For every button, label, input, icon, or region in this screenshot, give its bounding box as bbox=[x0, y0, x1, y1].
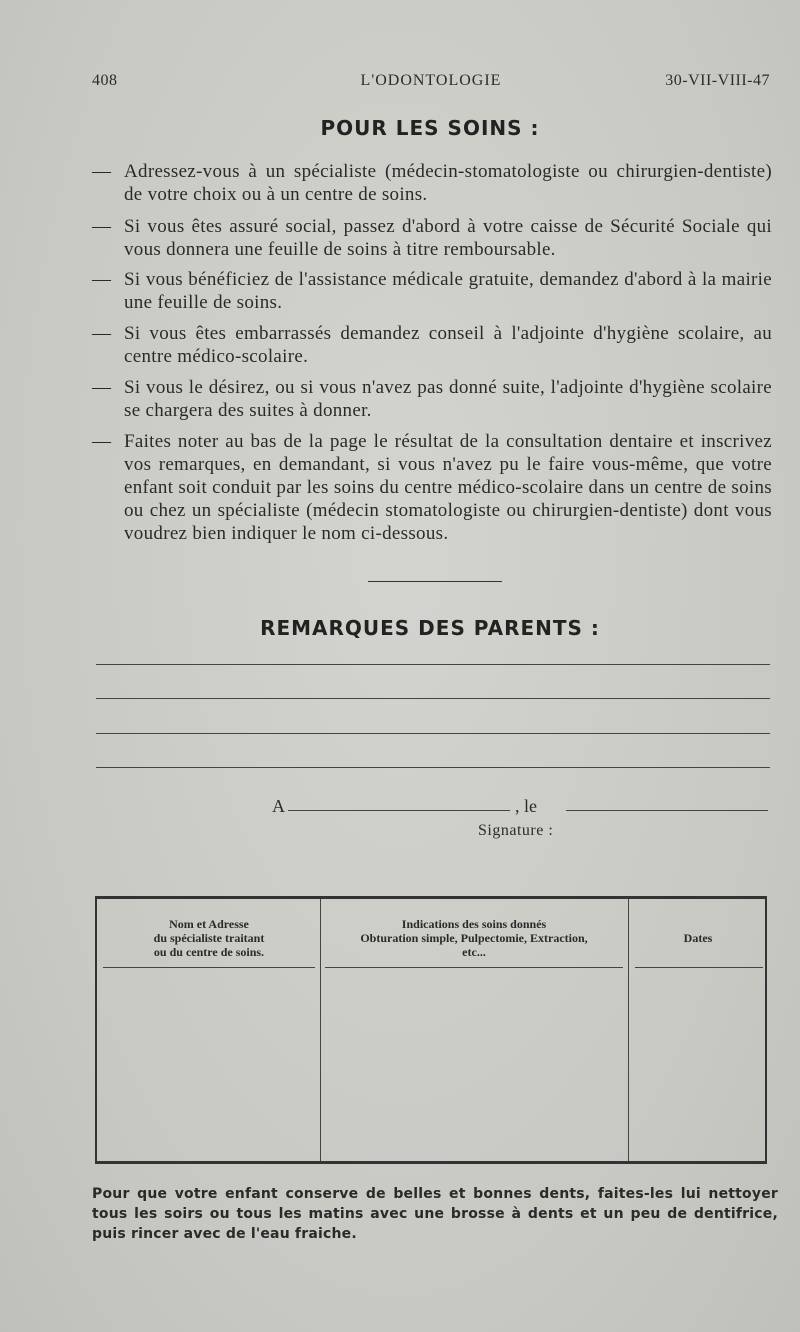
dash: — bbox=[92, 216, 112, 237]
instruction-text: Si vous êtes embarrassés demandez conseil à l'adjointe d'hygiène scolaire, au centre médico-scolaire. bbox=[124, 323, 772, 367]
column-divider bbox=[320, 899, 321, 1161]
instruction-text: Si vous le désirez, ou si vous n'avez pas donné suite, l'adjointe d'hygiène scolaire se chargera des suites à donner. bbox=[124, 377, 772, 421]
remarks-section-title: REMARQUES DES PARENTS : bbox=[260, 616, 600, 640]
instruction-item bbox=[92, 430, 772, 545]
header-underline bbox=[325, 967, 623, 968]
instruction-item bbox=[92, 160, 772, 206]
section-separator bbox=[368, 581, 502, 582]
remarks-line[interactable] bbox=[96, 664, 770, 665]
remarks-line[interactable] bbox=[96, 733, 770, 734]
place-field[interactable] bbox=[288, 810, 510, 811]
dash: — bbox=[92, 161, 112, 182]
instruction-text: Adressez-vous à un spécialiste (médecin-stomatologiste ou chirurgien-dentiste) de votre choix ou à un centre de soins. bbox=[124, 161, 772, 205]
instruction-item bbox=[92, 322, 772, 368]
instruction-item bbox=[92, 376, 772, 422]
care-section-title: POUR LES SOINS : bbox=[320, 116, 540, 140]
signature-label: Signature : bbox=[478, 822, 554, 839]
dash: — bbox=[92, 431, 112, 452]
instruction-text: Faites noter au bas de la page le résultat de la consultation dentaire et inscrivez vos remarques, en demandant, si vous n'avez pu le faire vous-même, que votre enfant soit conduit par les soins du centre médico-scolaire dans un centre de soins ou chez un spécialiste (médecin stomatologiste ou chirurgien-dentiste) dont vous voudrez bien indiquer le nom ci-dessous. bbox=[124, 431, 772, 544]
dash: — bbox=[92, 323, 112, 344]
dash: — bbox=[92, 269, 112, 290]
journal-title: L'ODONTOLOGIE bbox=[360, 72, 502, 89]
instruction-text: Si vous êtes assuré social, passez d'abord à votre caisse de Sécurité Sociale qui vous donnera une feuille de soins à titre remboursable. bbox=[124, 216, 772, 260]
column-header-dates: Dates bbox=[683, 931, 713, 945]
remarks-line[interactable] bbox=[96, 767, 770, 768]
date-field[interactable] bbox=[566, 810, 768, 811]
column-header-specialist: Nom et Adresse du spécialiste traitant ou du centre de soins. bbox=[153, 917, 265, 959]
instruction-item bbox=[92, 268, 772, 314]
dash: — bbox=[92, 377, 112, 398]
header-underline bbox=[103, 967, 315, 968]
instruction-item bbox=[92, 215, 772, 261]
column-divider bbox=[628, 899, 629, 1161]
page-number: 408 bbox=[92, 72, 118, 89]
care-record-table bbox=[95, 896, 767, 1164]
column-header-treatments: Indications des soins donnés Obturation simple, Pulpectomie, Extraction, etc... bbox=[360, 917, 588, 959]
instruction-text: Si vous bénéficiez de l'assistance médicale gratuite, demandez d'abord à la mairie une feuille de soins. bbox=[124, 269, 772, 313]
page-header bbox=[92, 72, 770, 94]
date-prefix: , le bbox=[515, 796, 537, 816]
place-prefix: A bbox=[272, 796, 285, 816]
issue-date: 30-VII-VIII-47 bbox=[665, 72, 770, 89]
remarks-line[interactable] bbox=[96, 698, 770, 699]
header-underline bbox=[635, 967, 763, 968]
dental-advice: Pour que votre enfant conserve de belles et bonnes dents, faites-les lui nettoyer tous les soirs ou tous les matins avec une brosse à dents et un peu de dentifrice, puis rincer avec de l'eau fraiche. bbox=[92, 1186, 778, 1242]
